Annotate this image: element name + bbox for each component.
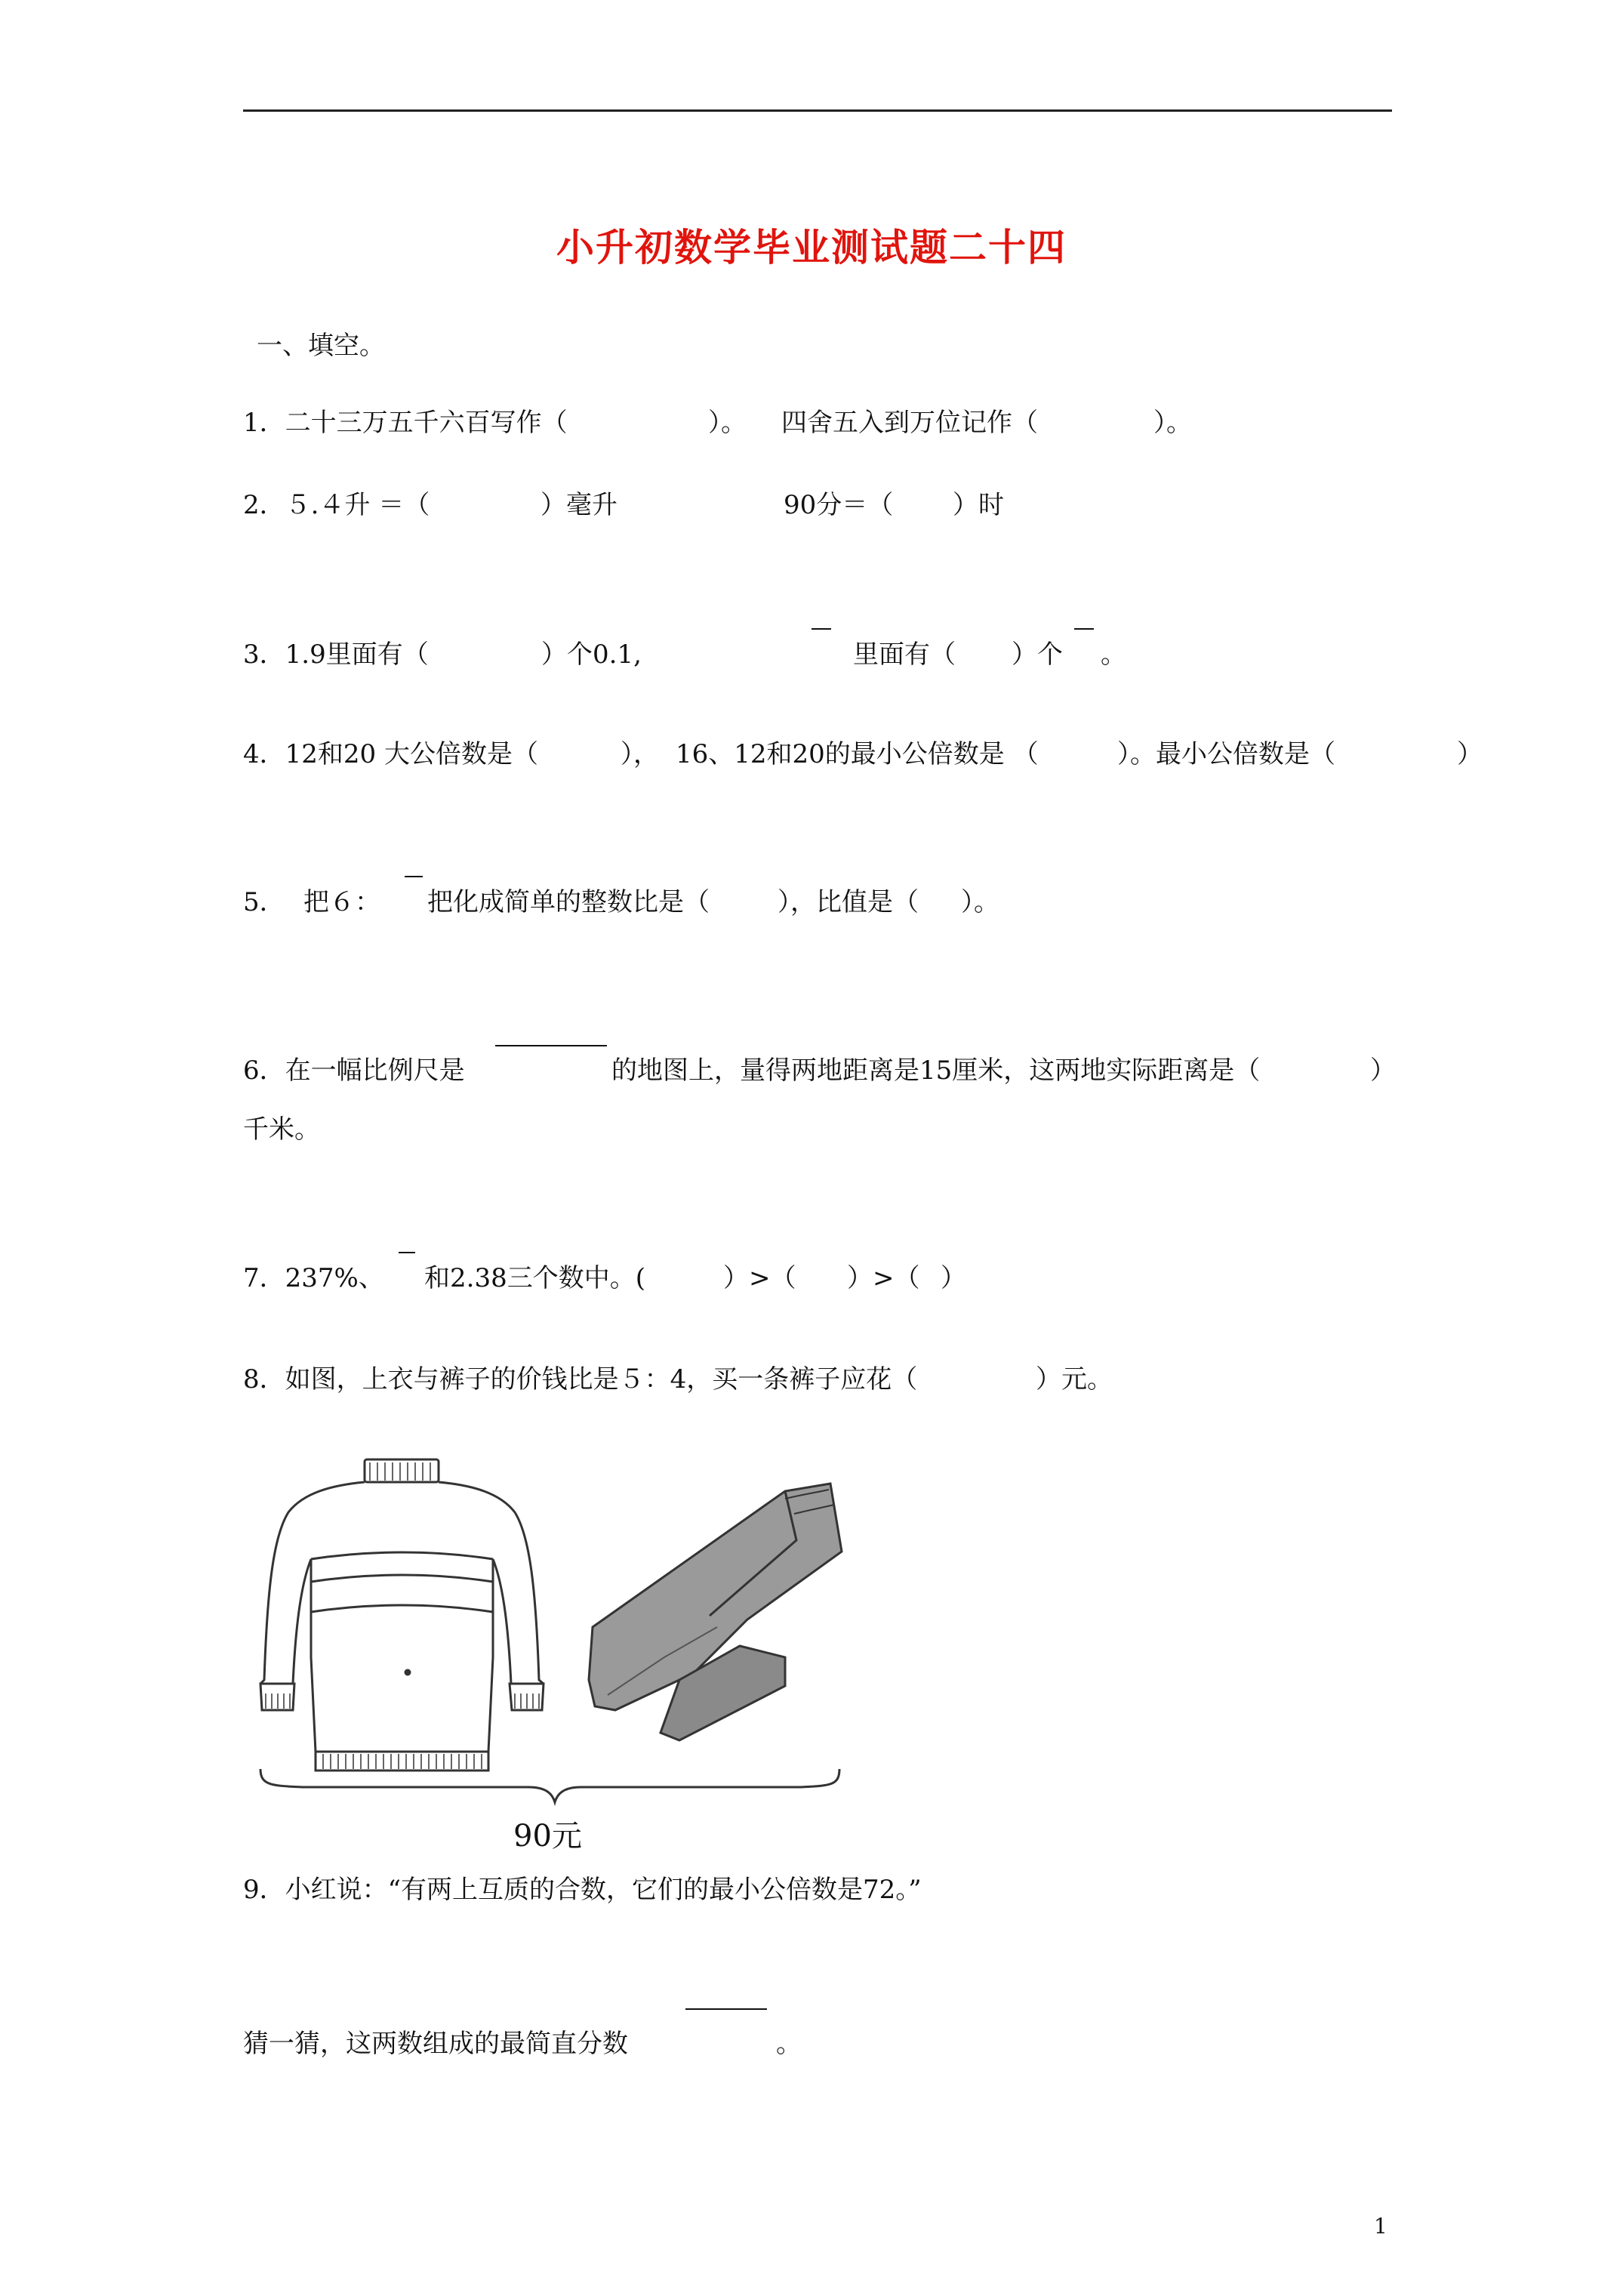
q5-text-e: ）。	[961, 887, 999, 917]
q3-text-d: ）个	[1012, 639, 1063, 670]
q6-text-b: 的地图上，量得两地距离是15厘米，这两地实际距离是（	[611, 1056, 1261, 1086]
q1-text-a: 1．二十三万五千六百写作（	[243, 408, 568, 438]
q6-text-c: ）	[1370, 1056, 1396, 1086]
section-heading: 一、填空。	[257, 331, 385, 361]
q7-text-a: 7．237%、	[243, 1263, 384, 1293]
q4-text-a: 4．12和20 大公倍数是（	[243, 739, 538, 769]
fraction-bar	[399, 1252, 415, 1253]
q7-text-b: 和2.38三个数中。(	[424, 1263, 645, 1293]
q3-text-b: ）个0.1,	[541, 639, 642, 670]
q4-text-b: ），	[621, 739, 659, 769]
q8-text-b: ）元。	[1036, 1364, 1113, 1395]
q4-text-e: ）	[1457, 739, 1483, 769]
q2-text-d: ）时	[953, 490, 1004, 520]
q3-text-a: 3．1.9里面有（	[243, 639, 429, 670]
q1-text-c: 四舍五入到万位记作（	[781, 408, 1038, 438]
q1-text-d: ）。	[1153, 408, 1192, 438]
fraction-bar	[1074, 628, 1094, 630]
q2-text-b: ）毫升	[540, 490, 617, 520]
q5-text-b: 把６：	[303, 887, 380, 917]
q4-text-d: ）。最小公倍数是（	[1117, 739, 1335, 769]
q8-text-a: 8．如图，上衣与裤子的价钱比是５：4，买一条裤子应花（	[243, 1364, 918, 1395]
q5-text-d: ），比值是（	[778, 887, 919, 917]
scale-blank-line	[495, 1045, 607, 1046]
q2-text-a: 2．５.４升 ＝（	[243, 490, 430, 520]
page-number: 1	[1374, 2214, 1387, 2239]
clothing-figure	[257, 1453, 876, 1808]
total-price-brace	[260, 1769, 839, 1802]
q9-text-c: 。	[776, 2029, 802, 2059]
q5-text-a: 5．	[243, 887, 285, 917]
q7-text-e: ）	[941, 1263, 966, 1293]
q6-text-d: 千米。	[243, 1114, 320, 1145]
answer-blank-line	[685, 2008, 767, 2010]
q9-text-a: 9．小红说：“有两上互质的合数，它们的最小公倍数是72。”	[243, 1875, 922, 1905]
page-title: 小升初数学毕业测试题二十四	[556, 226, 1067, 270]
q7-text-c: ）>（	[723, 1263, 796, 1293]
fraction-bar	[812, 628, 831, 630]
q3-text-e: 。	[1101, 639, 1126, 670]
figure-price-label: 90元	[513, 1819, 582, 1854]
header-rule	[243, 109, 1392, 112]
q2-text-c: 90分＝（	[784, 490, 894, 520]
fraction-bar	[405, 876, 423, 877]
pants-icon	[589, 1484, 842, 1740]
q1-text-b: ）。	[708, 408, 747, 438]
q4-text-c: 16、12和20的最小公倍数是 （	[676, 739, 1039, 769]
q5-text-c: 把化成简单的整数比是（	[427, 887, 710, 917]
q6-text-a: 6．在一幅比例尺是	[243, 1056, 465, 1086]
sweater-icon	[260, 1459, 544, 1771]
q7-text-d: ）>（	[847, 1263, 920, 1293]
q9-text-b: 猜一猜，这两数组成的最简直分数	[243, 2029, 628, 2059]
q3-text-c: 里面有（	[853, 639, 956, 670]
